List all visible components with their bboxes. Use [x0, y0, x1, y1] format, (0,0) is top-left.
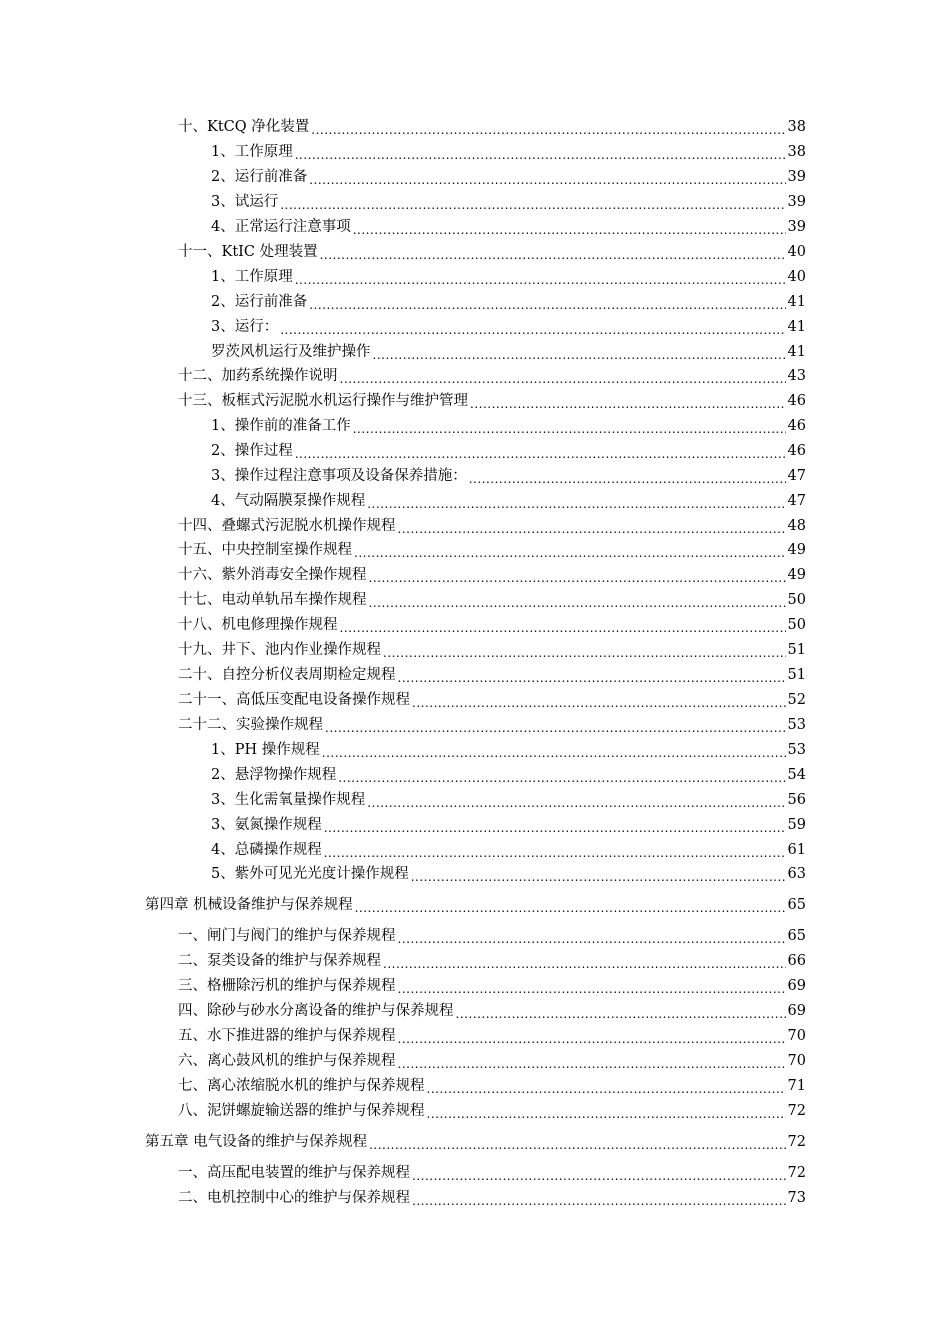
toc-entry[interactable] [178, 366, 806, 386]
toc-entry-title: 第五章 电气设备的维护与保养规程 [145, 1134, 368, 1150]
toc-entry-page: 70 [787, 1028, 806, 1044]
toc-entry-page: 39 [787, 219, 806, 235]
toc-entry-title: 三、格栅除污机的维护与保养规程 [178, 978, 396, 994]
toc-entry[interactable] [211, 466, 806, 486]
toc-entry[interactable] [178, 590, 806, 610]
toc-entry-title: 1、PH 操作规程 [211, 742, 320, 758]
toc-entry-title: 二十二、实验操作规程 [178, 717, 323, 733]
toc-entry-title: 二十一、高低压变配电设备操作规程 [178, 692, 410, 708]
toc-leader-dots [367, 491, 785, 511]
toc-entry[interactable] [211, 267, 806, 287]
toc-leader-dots [427, 1101, 786, 1121]
toc-leader-dots [295, 267, 786, 287]
toc-entry-title: 3、氨氮操作规程 [211, 817, 322, 833]
toc-leader-dots [338, 765, 785, 785]
toc-entry-page: 51 [787, 642, 806, 658]
toc-chapter-entry[interactable] [145, 895, 806, 915]
toc-entry[interactable] [178, 1026, 806, 1046]
toc-leader-dots [355, 895, 786, 915]
toc-entry-title: 2、操作过程 [211, 443, 293, 459]
toc-entry[interactable] [178, 926, 806, 946]
toc-entry-page: 72 [787, 1134, 806, 1150]
toc-entry-page: 40 [787, 244, 806, 260]
toc-leader-dots [383, 640, 786, 660]
toc-entry[interactable] [178, 540, 806, 560]
toc-entry-title: 3、运行： [211, 319, 279, 335]
toc-entry-page: 50 [787, 592, 806, 608]
toc-entry[interactable] [178, 665, 806, 685]
toc-entry-title: 1、工作原理 [211, 269, 293, 285]
toc-entry-page: 53 [787, 742, 806, 758]
toc-entry[interactable] [178, 516, 806, 536]
toc-entry-page: 69 [787, 978, 806, 994]
toc-entry[interactable] [178, 690, 806, 710]
toc-leader-dots [309, 167, 785, 187]
toc-entry-page: 39 [787, 169, 806, 185]
toc-entry-title: 六、离心鼓风机的维护与保养规程 [178, 1053, 396, 1069]
toc-entry[interactable] [178, 242, 806, 262]
toc-entry[interactable] [211, 491, 806, 511]
toc-leader-dots [354, 540, 786, 560]
toc-entry-title: 十、KtCQ 净化装置 [178, 119, 310, 135]
toc-entry[interactable] [178, 565, 806, 585]
toc-entry-title: 四、除砂与砂水分离设备的维护与保养规程 [178, 1003, 454, 1019]
toc-entry[interactable] [178, 976, 806, 996]
toc-leader-dots [324, 815, 786, 835]
toc-entry-page: 72 [787, 1103, 806, 1119]
toc-leader-dots [398, 516, 786, 536]
toc-leader-dots [367, 790, 785, 810]
toc-entry-page: 49 [787, 542, 806, 558]
toc-entry-page: 63 [787, 866, 806, 882]
toc-entry[interactable] [211, 342, 806, 362]
toc-entry-page: 50 [787, 617, 806, 633]
toc-entry-title: 4、气动隔膜泵操作规程 [211, 493, 366, 509]
toc-chapter-entry[interactable] [145, 1132, 806, 1152]
toc-entry[interactable] [178, 951, 806, 971]
toc-entry[interactable] [211, 815, 806, 835]
toc-entry-title: 一、闸门与阀门的维护与保养规程 [178, 928, 396, 944]
toc-leader-dots [427, 1076, 786, 1096]
toc-entry-page: 61 [787, 842, 806, 858]
toc-leader-dots [412, 1188, 786, 1208]
toc-leader-dots [398, 976, 786, 996]
toc-entry-title: 八、泥饼螺旋输送器的维护与保养规程 [178, 1103, 425, 1119]
toc-leader-dots [324, 840, 786, 860]
toc-entry-title: 十一、KtIC 处理装置 [178, 244, 318, 260]
toc-leader-dots [311, 117, 785, 137]
toc-entry-title: 十五、中央控制室操作规程 [178, 542, 352, 558]
toc-leader-dots [412, 690, 786, 710]
toc-entry[interactable] [178, 1188, 806, 1208]
toc-entry-title: 十八、机电修理操作规程 [178, 617, 338, 633]
toc-entry-title: 2、运行前准备 [211, 169, 308, 185]
toc-entry-page: 39 [787, 194, 806, 210]
toc-entry-page: 59 [787, 817, 806, 833]
toc-entry-title: 5、紫外可见光光度计操作规程 [211, 866, 409, 882]
toc-entry-title: 2、运行前准备 [211, 294, 308, 310]
toc-leader-dots [411, 864, 786, 884]
toc-entry-page: 69 [787, 1003, 806, 1019]
toc-leader-dots [295, 142, 786, 162]
toc-entry-title: 1、操作前的准备工作 [211, 418, 351, 434]
toc-entry-title: 二、泵类设备的维护与保养规程 [178, 953, 381, 969]
toc-entry[interactable] [178, 1163, 806, 1183]
toc-entry-page: 38 [787, 144, 806, 160]
toc-entry[interactable] [211, 192, 806, 212]
toc-entry[interactable] [211, 790, 806, 810]
toc-leader-dots [353, 416, 786, 436]
toc-entry-title: 4、正常运行注意事项 [211, 219, 351, 235]
toc-entry[interactable] [178, 1001, 806, 1021]
toc-entry-page: 65 [787, 897, 806, 913]
toc-leader-dots [470, 391, 786, 411]
toc-entry-title: 七、离心浓缩脱水机的维护与保养规程 [178, 1078, 425, 1094]
toc-leader-dots [320, 242, 786, 262]
toc-entry-title: 十九、井下、池内作业操作规程 [178, 642, 381, 658]
toc-entry[interactable] [211, 416, 806, 436]
toc-entry-title: 十二、加药系统操作说明 [178, 368, 338, 384]
toc-leader-dots [398, 665, 786, 685]
toc-leader-dots [322, 740, 786, 760]
toc-leader-dots [369, 1132, 785, 1152]
toc-leader-dots [325, 715, 786, 735]
toc-leader-dots [295, 441, 786, 461]
toc-leader-dots [340, 615, 786, 635]
toc-leader-dots [412, 1163, 786, 1183]
toc-entry[interactable] [211, 864, 806, 884]
toc-entry-page: 70 [787, 1053, 806, 1069]
toc-entry[interactable] [211, 167, 806, 187]
toc-entry[interactable] [178, 1051, 806, 1071]
toc-entry[interactable] [211, 142, 806, 162]
toc-entry-page: 46 [787, 443, 806, 459]
toc-entry[interactable] [211, 317, 806, 337]
toc-entry-page: 47 [787, 493, 806, 509]
toc-entry-title: 2、悬浮物操作规程 [211, 767, 337, 783]
toc-entry-page: 51 [787, 667, 806, 683]
toc-entry-page: 66 [787, 953, 806, 969]
toc-entry-page: 65 [787, 928, 806, 944]
toc-entry-page: 41 [787, 294, 806, 310]
toc-leader-dots [456, 1001, 786, 1021]
toc-entry-title: 二十、自控分析仪表周期检定规程 [178, 667, 396, 683]
toc-entry-title: 十七、电动单轨吊车操作规程 [178, 592, 367, 608]
toc-entry[interactable] [211, 217, 806, 237]
toc-entry[interactable] [178, 640, 806, 660]
toc-entry-title: 十六、紫外消毒安全操作规程 [178, 567, 367, 583]
toc-entry[interactable] [178, 117, 806, 137]
toc-entry-title: 3、生化需氧量操作规程 [211, 792, 366, 808]
toc-entry[interactable] [178, 715, 806, 735]
toc-entry-title: 1、工作原理 [211, 144, 293, 160]
toc-entry-title: 罗茨风机运行及维护操作 [211, 344, 371, 360]
toc-entry[interactable] [178, 1101, 806, 1121]
toc-entry-page: 46 [787, 418, 806, 434]
toc-leader-dots [369, 565, 786, 585]
toc-entry-title: 4、总磷操作规程 [211, 842, 322, 858]
toc-entry-title: 五、水下推进器的维护与保养规程 [178, 1028, 396, 1044]
toc-entry-page: 54 [787, 767, 806, 783]
toc-leader-dots [280, 317, 785, 337]
toc-leader-dots [469, 466, 786, 486]
toc-entry[interactable] [178, 1076, 806, 1096]
toc-entry[interactable] [211, 840, 806, 860]
toc-leader-dots [309, 292, 785, 312]
toc-entry[interactable] [211, 740, 806, 760]
toc-leader-dots [398, 926, 786, 946]
toc-leader-dots [340, 366, 786, 386]
toc-entry[interactable] [178, 391, 806, 411]
toc-entry-page: 52 [787, 692, 806, 708]
toc-entry-page: 38 [787, 119, 806, 135]
toc-entry-page: 47 [787, 468, 806, 484]
toc-entry-page: 43 [787, 368, 806, 384]
toc-entry-page: 40 [787, 269, 806, 285]
toc-entry-page: 56 [787, 792, 806, 808]
toc-entry-page: 48 [787, 518, 806, 534]
toc-entry[interactable] [178, 615, 806, 635]
toc-entry-page: 41 [787, 319, 806, 335]
toc-entry-page: 53 [787, 717, 806, 733]
toc-leader-dots [353, 217, 786, 237]
toc-entry-page: 46 [787, 393, 806, 409]
toc-entry[interactable] [211, 765, 806, 785]
toc-leader-dots [383, 951, 786, 971]
toc-leader-dots [373, 342, 786, 362]
toc-entry[interactable] [211, 441, 806, 461]
toc-entry-title: 3、试运行 [211, 194, 279, 210]
toc-entry-page: 41 [787, 344, 806, 360]
toc-entry-title: 十四、叠螺式污泥脱水机操作规程 [178, 518, 396, 534]
toc-entry-page: 49 [787, 567, 806, 583]
toc-entry-page: 71 [787, 1078, 806, 1094]
toc-entry-title: 二、电机控制中心的维护与保养规程 [178, 1190, 410, 1206]
toc-leader-dots [398, 1026, 786, 1046]
toc-leader-dots [398, 1051, 786, 1071]
toc-entry-title: 3、操作过程注意事项及设备保养措施： [211, 468, 467, 484]
toc-leader-dots [369, 590, 786, 610]
toc-entry-title: 一、高压配电装置的维护与保养规程 [178, 1165, 410, 1181]
toc-entry-page: 72 [787, 1165, 806, 1181]
toc-entry-title: 第四章 机械设备维护与保养规程 [145, 897, 353, 913]
toc-entry-title: 十三、板框式污泥脱水机运行操作与维护管理 [178, 393, 468, 409]
toc-entry[interactable] [211, 292, 806, 312]
toc-leader-dots [280, 192, 785, 212]
toc-entry-page: 73 [787, 1190, 806, 1206]
